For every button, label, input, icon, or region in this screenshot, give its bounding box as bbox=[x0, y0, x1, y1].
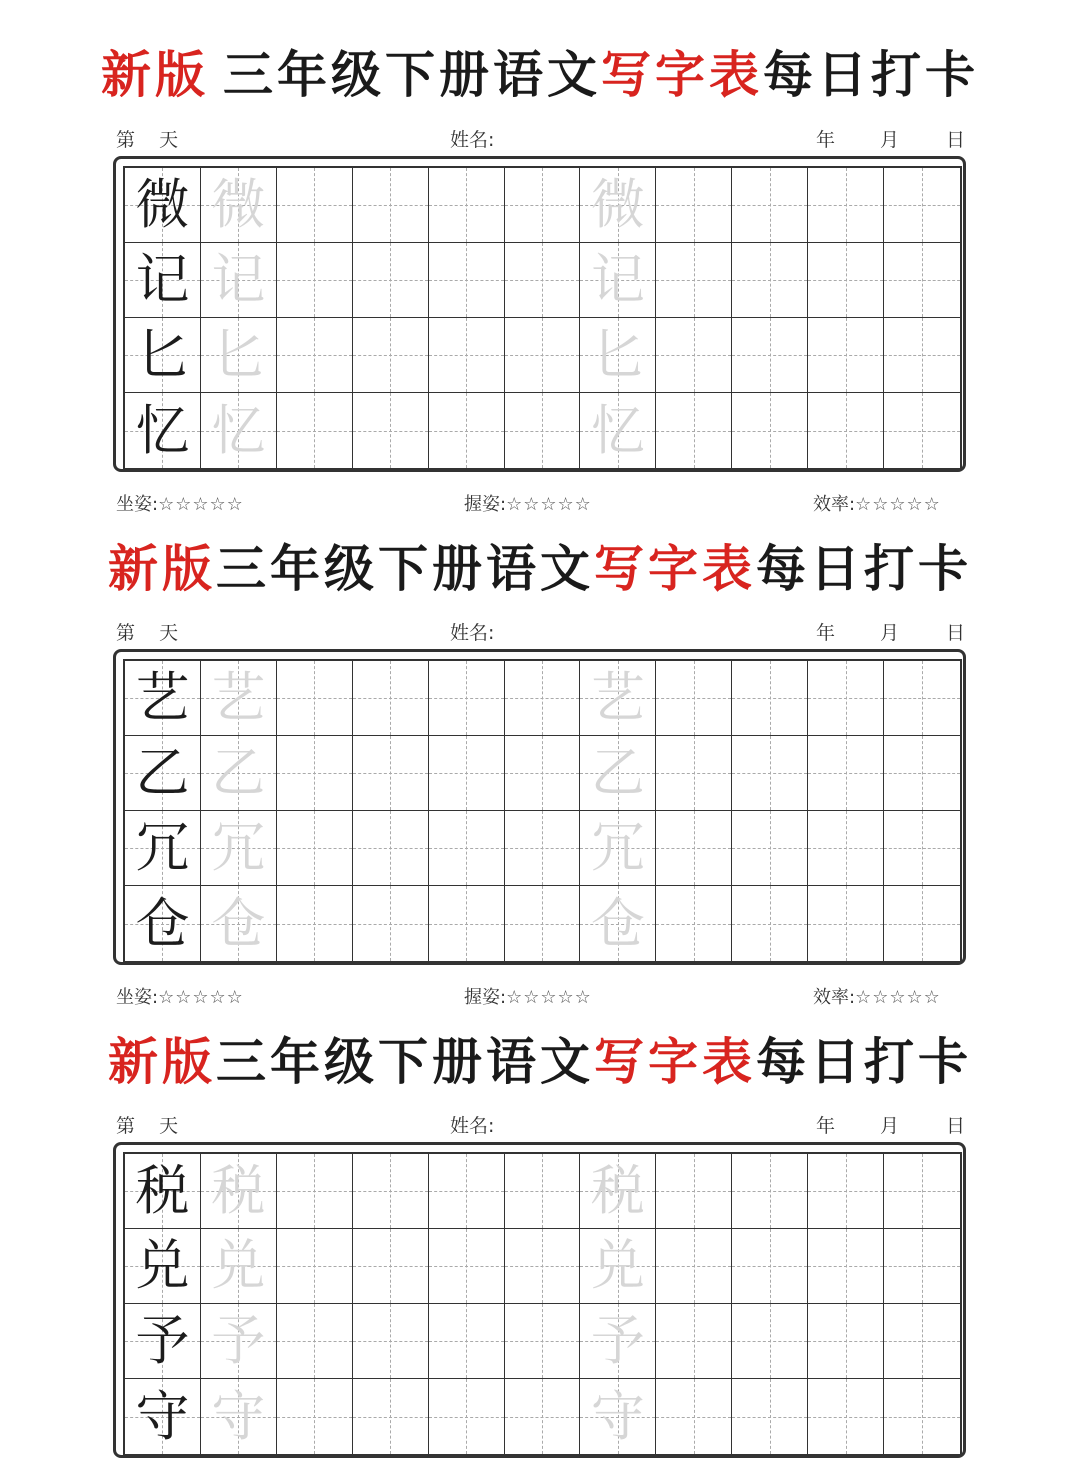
grid-cell[interactable] bbox=[656, 393, 732, 468]
grid-cell[interactable] bbox=[505, 168, 581, 243]
grid-cell[interactable] bbox=[277, 661, 353, 736]
trace-character: 艺 bbox=[211, 666, 266, 729]
trace-character: 予 bbox=[590, 1309, 645, 1372]
grid-cell[interactable] bbox=[732, 1229, 808, 1304]
grid-cell[interactable] bbox=[277, 811, 353, 886]
trace-character: 税 bbox=[211, 1159, 266, 1222]
trace-character: 予 bbox=[211, 1309, 266, 1372]
grid-cell[interactable] bbox=[353, 811, 429, 886]
grid-cell[interactable] bbox=[732, 661, 808, 736]
grid-cell[interactable] bbox=[277, 1304, 353, 1379]
grid-cell[interactable] bbox=[656, 1379, 732, 1454]
trace-character: 守 bbox=[590, 1384, 645, 1448]
trace-character: 匕 bbox=[590, 323, 645, 386]
model-character: 冗 bbox=[135, 816, 190, 879]
grid-cell[interactable] bbox=[656, 736, 732, 811]
grid-cell[interactable] bbox=[884, 886, 960, 961]
grid-cell[interactable] bbox=[429, 1229, 505, 1304]
star-icons: ☆☆☆☆☆ bbox=[158, 987, 244, 1008]
grid-cell[interactable] bbox=[808, 243, 884, 318]
grid-cell[interactable] bbox=[580, 1229, 656, 1304]
trace-character: 兑 bbox=[211, 1234, 266, 1297]
grid-cell[interactable] bbox=[277, 243, 353, 318]
practice-grid bbox=[123, 659, 962, 963]
model-character: 予 bbox=[135, 1309, 190, 1372]
grid-cell[interactable] bbox=[505, 1229, 581, 1304]
rating-row bbox=[116, 493, 966, 517]
grid-cell[interactable] bbox=[505, 243, 581, 318]
grid-cell[interactable] bbox=[429, 661, 505, 736]
practice-grid-frame bbox=[113, 1142, 966, 1458]
grid-cell[interactable] bbox=[353, 1379, 429, 1454]
grid-cell[interactable] bbox=[656, 886, 732, 961]
trace-character: 冗 bbox=[590, 816, 645, 879]
grid-cell[interactable] bbox=[732, 393, 808, 468]
name-label: 姓名: bbox=[450, 1115, 495, 1137]
efficiency-rating: 效率:☆☆☆☆☆ bbox=[813, 987, 941, 1008]
grid-cell[interactable] bbox=[808, 1229, 884, 1304]
day-label: 第 天 bbox=[116, 1115, 179, 1137]
grid-cell[interactable] bbox=[808, 661, 884, 736]
name-label: 姓名: bbox=[450, 622, 495, 644]
trace-character: 微 bbox=[211, 173, 266, 236]
star-icons: ☆☆☆☆☆ bbox=[506, 987, 592, 1008]
grid-cell[interactable] bbox=[808, 393, 884, 468]
info-row bbox=[116, 128, 966, 152]
grid-cell[interactable] bbox=[201, 886, 277, 961]
model-character: 乙 bbox=[135, 741, 190, 804]
grid-cell[interactable] bbox=[580, 1379, 656, 1454]
trace-character: 兑 bbox=[590, 1234, 645, 1297]
model-character: 记 bbox=[135, 248, 190, 311]
grid-cell[interactable] bbox=[201, 1304, 277, 1379]
grid-cell[interactable] bbox=[580, 811, 656, 886]
grid-cell[interactable] bbox=[125, 1379, 201, 1454]
grid-cell[interactable] bbox=[429, 393, 505, 468]
grid-cell[interactable] bbox=[505, 886, 581, 961]
grid-cell[interactable] bbox=[277, 1154, 353, 1229]
grid-cell[interactable] bbox=[808, 1304, 884, 1379]
model-character: 微 bbox=[135, 173, 190, 236]
grid-cell[interactable] bbox=[884, 661, 960, 736]
grid-cell[interactable] bbox=[429, 1304, 505, 1379]
grid-cell[interactable] bbox=[125, 1304, 201, 1379]
name-label: 姓名: bbox=[450, 129, 495, 151]
grip-rating: 握姿:☆☆☆☆☆ bbox=[464, 494, 592, 515]
grid-cell[interactable] bbox=[732, 736, 808, 811]
trace-character: 忆 bbox=[211, 398, 266, 462]
grid-cell[interactable] bbox=[201, 168, 277, 243]
trace-character: 冗 bbox=[211, 816, 266, 879]
grid-cell[interactable] bbox=[656, 168, 732, 243]
grid-cell[interactable] bbox=[732, 1304, 808, 1379]
grid-cell[interactable] bbox=[201, 1154, 277, 1229]
date-label: 日 bbox=[946, 129, 966, 151]
grid-cell[interactable] bbox=[732, 1154, 808, 1229]
grid-cell[interactable] bbox=[808, 811, 884, 886]
month-label: 月 bbox=[880, 1115, 900, 1137]
grid-cell[interactable] bbox=[884, 736, 960, 811]
sitting-rating: 坐姿:☆☆☆☆☆ bbox=[116, 987, 244, 1008]
grid-cell[interactable] bbox=[884, 393, 960, 468]
practice-grid-frame bbox=[113, 156, 966, 472]
info-row bbox=[116, 621, 966, 645]
grid-cell[interactable] bbox=[201, 393, 277, 468]
grid-cell[interactable] bbox=[277, 318, 353, 393]
grid-cell[interactable] bbox=[656, 1229, 732, 1304]
grid-cell[interactable] bbox=[580, 886, 656, 961]
trace-character: 乙 bbox=[211, 741, 266, 804]
efficiency-rating: 效率:☆☆☆☆☆ bbox=[813, 494, 941, 515]
grid-cell[interactable] bbox=[429, 811, 505, 886]
grid-cell[interactable] bbox=[429, 886, 505, 961]
practice-grid bbox=[123, 166, 962, 470]
grid-cell[interactable] bbox=[353, 1229, 429, 1304]
trace-character: 守 bbox=[211, 1384, 266, 1448]
grid-cell[interactable] bbox=[125, 318, 201, 393]
day-label: 第 天 bbox=[116, 129, 179, 151]
model-character: 守 bbox=[135, 1384, 190, 1448]
grid-cell[interactable] bbox=[808, 318, 884, 393]
grid-cell[interactable] bbox=[353, 886, 429, 961]
month-label: 月 bbox=[880, 622, 900, 644]
grip-rating: 握姿:☆☆☆☆☆ bbox=[464, 987, 592, 1008]
grid-cell[interactable] bbox=[201, 811, 277, 886]
grid-cell[interactable] bbox=[353, 168, 429, 243]
practice-grid-frame bbox=[113, 649, 966, 965]
date-label: 日 bbox=[946, 622, 966, 644]
trace-character: 乙 bbox=[590, 741, 645, 804]
grid-cell[interactable] bbox=[125, 1229, 201, 1304]
star-icons: ☆☆☆☆☆ bbox=[855, 494, 941, 515]
grid-cell[interactable] bbox=[808, 168, 884, 243]
sheet-title: 新版 三年级下册语文写字表每日打卡 bbox=[101, 45, 979, 104]
grid-cell[interactable] bbox=[277, 393, 353, 468]
sheet-title: 新版三年级下册语文写字表每日打卡 bbox=[108, 539, 972, 598]
grid-cell[interactable] bbox=[884, 1154, 960, 1229]
grid-cell[interactable] bbox=[353, 661, 429, 736]
grid-cell[interactable] bbox=[884, 243, 960, 318]
model-character: 仓 bbox=[135, 891, 190, 955]
sitting-rating: 坐姿:☆☆☆☆☆ bbox=[116, 494, 244, 515]
grid-cell[interactable] bbox=[732, 243, 808, 318]
grid-cell[interactable] bbox=[201, 318, 277, 393]
model-character: 兑 bbox=[135, 1234, 190, 1297]
grid-cell[interactable] bbox=[429, 243, 505, 318]
star-icons: ☆☆☆☆☆ bbox=[855, 987, 941, 1008]
trace-character: 匕 bbox=[211, 323, 266, 386]
grid-cell[interactable] bbox=[732, 886, 808, 961]
grid-cell[interactable] bbox=[884, 1379, 960, 1454]
grid-cell[interactable] bbox=[580, 393, 656, 468]
trace-character: 仓 bbox=[211, 891, 266, 955]
date-label: 日 bbox=[946, 1115, 966, 1137]
grid-cell[interactable] bbox=[580, 243, 656, 318]
sheet-title: 新版三年级下册语文写字表每日打卡 bbox=[108, 1032, 972, 1091]
practice-grid bbox=[123, 1152, 962, 1456]
trace-character: 记 bbox=[211, 248, 266, 311]
grid-cell[interactable] bbox=[808, 736, 884, 811]
grid-cell[interactable] bbox=[277, 886, 353, 961]
trace-character: 税 bbox=[590, 1159, 645, 1222]
grid-cell[interactable] bbox=[429, 1154, 505, 1229]
grid-cell[interactable] bbox=[429, 736, 505, 811]
rating-row bbox=[116, 986, 966, 1010]
grid-cell[interactable] bbox=[656, 243, 732, 318]
grid-cell[interactable] bbox=[125, 1154, 201, 1229]
day-label: 第 天 bbox=[116, 622, 179, 644]
grid-cell[interactable] bbox=[353, 243, 429, 318]
grid-cell[interactable] bbox=[125, 243, 201, 318]
grid-cell[interactable] bbox=[353, 393, 429, 468]
grid-cell[interactable] bbox=[732, 811, 808, 886]
month-label: 月 bbox=[880, 129, 900, 151]
grid-cell[interactable] bbox=[656, 661, 732, 736]
model-character: 艺 bbox=[135, 666, 190, 729]
grid-cell[interactable] bbox=[125, 661, 201, 736]
grid-cell[interactable] bbox=[353, 318, 429, 393]
grid-cell[interactable] bbox=[505, 736, 581, 811]
year-label: 年 bbox=[816, 622, 836, 644]
model-character: 匕 bbox=[135, 323, 190, 386]
grid-cell[interactable] bbox=[505, 1379, 581, 1454]
year-label: 年 bbox=[816, 1115, 836, 1137]
grid-cell[interactable] bbox=[201, 1229, 277, 1304]
grid-cell[interactable] bbox=[201, 736, 277, 811]
grid-cell[interactable] bbox=[277, 1229, 353, 1304]
grid-cell[interactable] bbox=[656, 318, 732, 393]
grid-cell[interactable] bbox=[201, 1379, 277, 1454]
grid-cell[interactable] bbox=[125, 736, 201, 811]
star-icons: ☆☆☆☆☆ bbox=[158, 494, 244, 515]
grid-cell[interactable] bbox=[125, 168, 201, 243]
grid-cell[interactable] bbox=[656, 1154, 732, 1229]
grid-cell[interactable] bbox=[808, 1154, 884, 1229]
grid-cell[interactable] bbox=[884, 1304, 960, 1379]
grid-cell[interactable] bbox=[277, 736, 353, 811]
grid-cell[interactable] bbox=[884, 1229, 960, 1304]
star-icons: ☆☆☆☆☆ bbox=[506, 494, 592, 515]
model-character: 忆 bbox=[135, 398, 190, 462]
grid-cell[interactable] bbox=[656, 811, 732, 886]
grid-cell[interactable] bbox=[808, 886, 884, 961]
grid-cell[interactable] bbox=[429, 168, 505, 243]
grid-cell[interactable] bbox=[125, 393, 201, 468]
grid-cell[interactable] bbox=[201, 243, 277, 318]
grid-cell[interactable] bbox=[505, 1304, 581, 1379]
model-character: 税 bbox=[135, 1159, 190, 1222]
grid-cell[interactable] bbox=[732, 1379, 808, 1454]
grid-cell[interactable] bbox=[732, 168, 808, 243]
trace-character: 忆 bbox=[590, 398, 645, 462]
grid-cell[interactable] bbox=[125, 811, 201, 886]
grid-cell[interactable] bbox=[884, 318, 960, 393]
info-row bbox=[116, 1114, 966, 1138]
grid-cell[interactable] bbox=[580, 1304, 656, 1379]
grid-cell[interactable] bbox=[884, 811, 960, 886]
grid-cell[interactable] bbox=[353, 1154, 429, 1229]
grid-cell[interactable] bbox=[505, 811, 581, 886]
grid-cell[interactable] bbox=[580, 168, 656, 243]
grid-cell[interactable] bbox=[277, 168, 353, 243]
trace-character: 记 bbox=[590, 248, 645, 311]
trace-character: 艺 bbox=[590, 666, 645, 729]
grid-cell[interactable] bbox=[277, 1379, 353, 1454]
grid-cell[interactable] bbox=[580, 1154, 656, 1229]
grid-cell[interactable] bbox=[429, 1379, 505, 1454]
grid-cell[interactable] bbox=[580, 661, 656, 736]
grid-cell[interactable] bbox=[353, 1304, 429, 1379]
grid-cell[interactable] bbox=[732, 318, 808, 393]
grid-cell[interactable] bbox=[580, 736, 656, 811]
grid-cell[interactable] bbox=[580, 318, 656, 393]
grid-cell[interactable] bbox=[353, 736, 429, 811]
grid-cell[interactable] bbox=[429, 318, 505, 393]
trace-character: 仓 bbox=[590, 891, 645, 955]
trace-character: 微 bbox=[590, 173, 645, 236]
grid-cell[interactable] bbox=[505, 1154, 581, 1229]
grid-cell[interactable] bbox=[505, 393, 581, 468]
grid-cell[interactable] bbox=[125, 886, 201, 961]
grid-cell[interactable] bbox=[656, 1304, 732, 1379]
year-label: 年 bbox=[816, 129, 836, 151]
grid-cell[interactable] bbox=[884, 168, 960, 243]
grid-cell[interactable] bbox=[505, 661, 581, 736]
grid-cell[interactable] bbox=[201, 661, 277, 736]
grid-cell[interactable] bbox=[808, 1379, 884, 1454]
grid-cell[interactable] bbox=[505, 318, 581, 393]
